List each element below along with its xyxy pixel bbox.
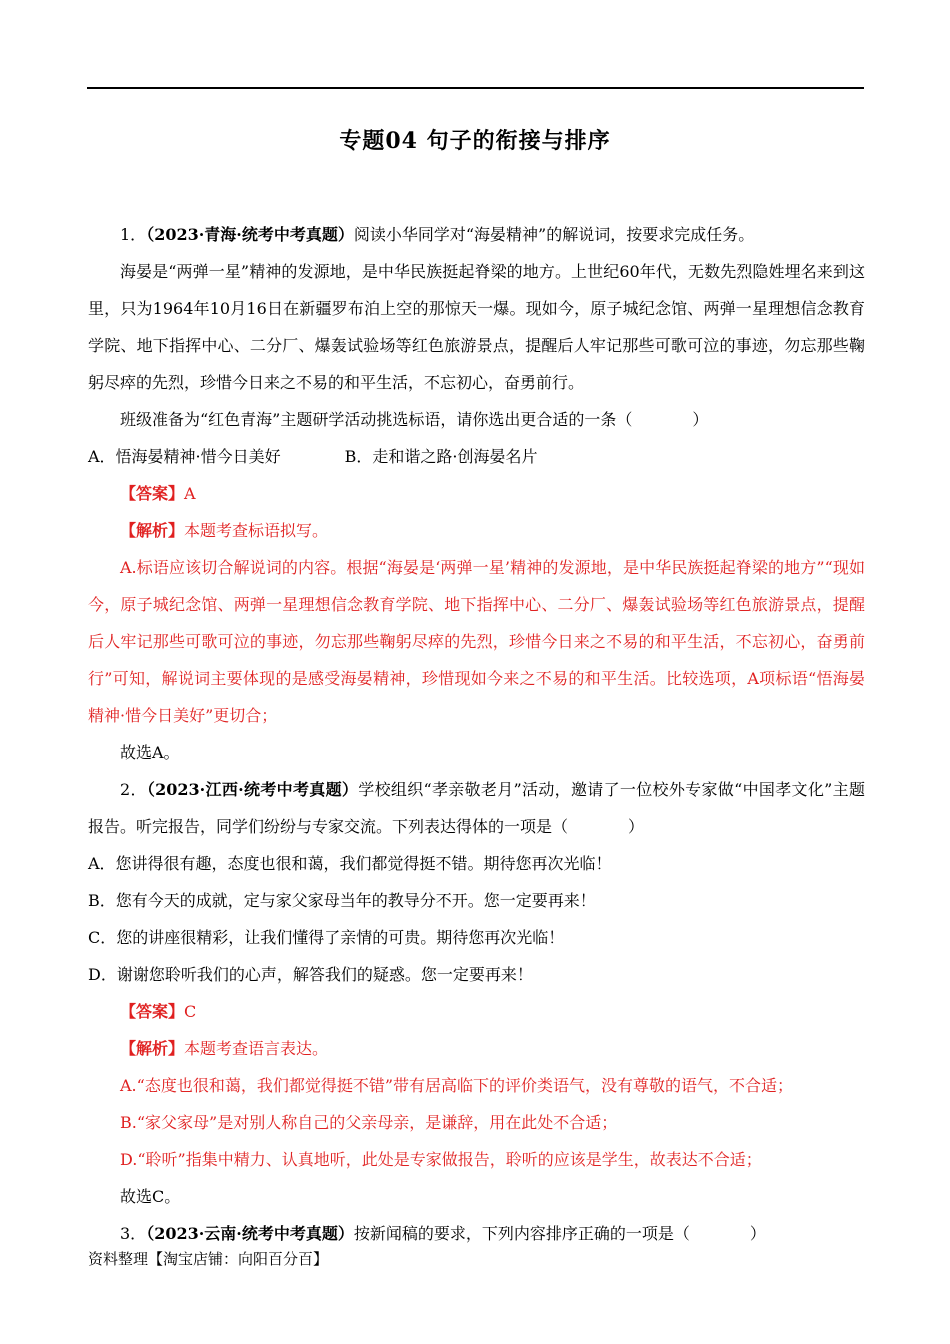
question-1-conclusion: 故选A。 [120,743,180,762]
question-2-analysis-a: A.“态度也很和蔼，我们都觉得挺不错”带有居高临下的评价类语气，没有尊敬的语气，不合适； [120,1076,794,1095]
question-2-answer [88,993,865,1030]
page-footer: 资料整理【淘宝店铺：向阳百分百】 [88,1250,329,1268]
header-rule [87,87,864,89]
document-body [88,216,865,1252]
question-2-analysis-intro [88,1030,865,1067]
question-source: （2023·青海·统考中考真题） [146,225,354,244]
answer-label: 【答案】 [120,1002,185,1021]
question-2-option-b: B．您有今天的成就，定与家父家母当年的教导分不开。您一定要再来！ [88,891,596,910]
question-1-passage: 海晏是“两弹一星”精神的发源地，是中华民族挺起脊梁的地方。上世纪60年代，无数先烈隐姓埋名来到这里，只为1964年10月16日在新疆罗布泊上空的那惊天一爆。现如今，原子城纪念馆、两弹一星理想信念教育学院、地下指挥中心、二分厂、爆轰试验场等红色旅游景点，提醒后人牢记那些可歌可泣的事迹，勿忘那些鞠躬尽瘁的先烈，珍惜今日来之不易的和平生活，不忘初心，奋勇前行。 [88,262,865,392]
question-2-option-c: C．您的讲座很精彩，让我们懂得了亲情的可贵。期待您再次光临！ [88,928,565,947]
question-3-stem [88,1215,865,1252]
question-1-analysis-intro [88,512,865,549]
question-source: （2023·江西·统考中考真题） [146,780,359,799]
question-text: 按新闻稿的要求，下列内容排序正确的一项是（ [353,1224,690,1243]
question-2-analysis-d: D.“聆听”指集中精力、认真地听，此处是专家做报告，聆听的应该是学生，故表达不合适； [120,1150,762,1169]
analysis-intro: 本题考查标语拟写。 [184,521,329,540]
question-2-conclusion: 故选C。 [120,1187,181,1206]
answer-value: A [184,484,196,503]
stem-close: ） [628,817,645,836]
question-number: 2． [120,780,147,799]
analysis-label: 【解析】 [120,521,185,540]
task-close: ） [692,410,709,429]
option-b: B．走和谐之路·创海晏名片 [344,447,538,466]
answer-label: 【答案】 [120,484,185,503]
stem-close: ） [749,1224,766,1243]
task-text: 班级准备为“红色青海”主题研学活动挑选标语，请你选出更合适的一条（ [120,410,633,429]
question-number: 3． [120,1224,147,1243]
question-1-analysis-body: A.标语应该切合解说词的内容。根据“海晏是‘两弹一星’精神的发源地，是中华民族挺起脊梁的地方”“现如今，原子城纪念馆、两弹一星理想信念教育学院、地下指挥中心、二分厂、爆轰试验场等红色旅游景点，提醒后人牢记那些可歌可泣的事迹，勿忘那些鞠躬尽瘁的先烈，珍惜今日来之不易的和平生活，不忘初心，奋勇前行”可知，解说词主要体现的是感受海晏精神，珍惜现如今来之不易的和平生活。比较选项，A项标语“悟海晏精神·惜今日美好”更切合； [88,558,865,725]
question-2-option-a: A．您讲得很有趣，态度也很和蔼，我们都觉得挺不错。期待您再次光临！ [88,854,612,873]
question-text: 学校组织“孝亲敬老月”活动，邀请了一位校外专家做“中国孝文化”主题报告。听完报告，同学们纷纷与专家交流。下列表达得体的一项是（ [88,780,865,836]
question-1-options [88,438,865,475]
question-text: 阅读小华同学对“海晏精神”的解说词，按要求完成任务。 [353,225,755,244]
question-1-answer [88,475,865,512]
question-2-stem [88,771,865,845]
question-number: 1． [120,225,147,244]
analysis-intro: 本题考查语言表达。 [184,1039,329,1058]
analysis-label: 【解析】 [120,1039,185,1058]
question-2-option-d: D．谢谢您聆听我们的心声，解答我们的疑惑。您一定要再来！ [88,965,533,984]
question-source: （2023·云南·统考中考真题） [146,1224,354,1243]
question-1-task [88,401,865,438]
option-a: A．悟海晏精神·惜今日美好 [88,447,281,466]
question-2-analysis-b: B.“家父家母”是对别人称自己的父亲母亲，是谦辞，用在此处不合适； [120,1113,618,1132]
page-title: 专题04 句子的衔接与排序 [339,128,611,154]
answer-value: C [184,1002,197,1021]
question-1-stem [88,216,865,253]
